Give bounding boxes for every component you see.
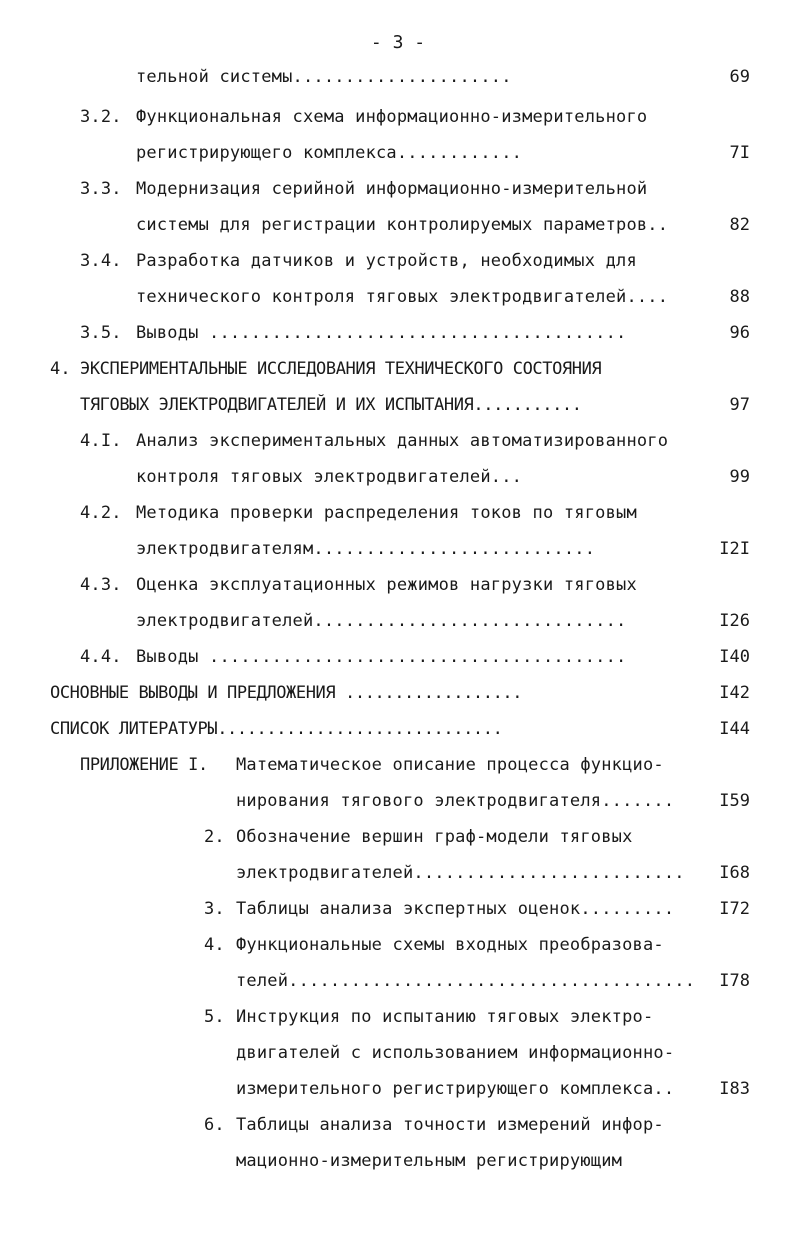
toc-section-number: 4.3. <box>80 575 122 595</box>
toc-page-number: 82 <box>729 215 750 235</box>
toc-appendix-number: 5. <box>204 1007 225 1027</box>
toc-page-number: 69 <box>729 67 750 87</box>
toc-page-number: I68 <box>719 863 750 883</box>
toc-chapter-title: ЭКСПЕРИМЕНТАЛЬНЫЕ ИССЛЕДОВАНИЯ ТЕХНИЧЕСКОГО СОСТОЯНИЯ <box>80 359 602 379</box>
toc-entry-text: Математическое описание процесса функцио- <box>236 755 664 775</box>
toc-entry-text: электродвигателям........................... <box>136 539 596 559</box>
toc-section-number: 3.4. <box>80 251 122 271</box>
toc-page-number: I59 <box>719 791 750 811</box>
toc-section-number: 3.5. <box>80 323 122 343</box>
toc-section-number: 4.I. <box>80 431 122 451</box>
toc-entry-text: тельной системы..................... <box>136 67 512 87</box>
toc-chapter-title: ТЯГОВЫХ ЭЛЕКТРОДВИГАТЕЛЕЙ И ИХ ИСПЫТАНИЯ........... <box>80 395 582 415</box>
toc-entry-text: Разработка датчиков и устройств, необходимых для <box>136 251 637 271</box>
toc-entry-text: Функциональная схема информационно-измерительного <box>136 107 648 127</box>
toc-section-number: 4.2. <box>80 503 122 523</box>
toc-page-number: 99 <box>729 467 750 487</box>
toc-page-number: I42 <box>719 683 750 703</box>
toc-entry-text: Оценка эксплуатационных режимов нагрузки тяговых <box>136 575 637 595</box>
toc-chapter-title: СПИСОК ЛИТЕРАТУРЫ............................. <box>50 719 503 739</box>
toc-entry-text: электродвигателей.......................... <box>236 863 685 883</box>
toc-section-number: 4.4. <box>80 647 122 667</box>
toc-entry-text: технического контроля тяговых электродвигателей.... <box>136 287 669 307</box>
toc-entry-text: Таблицы анализа точности измерений инфор- <box>236 1115 664 1135</box>
toc-entry-text: системы для регистрации контролируемых параметров.. <box>136 215 669 235</box>
toc-appendix-number: 4. <box>204 935 225 955</box>
toc-appendix-number: 2. <box>204 827 225 847</box>
toc-appendix-number: 3. <box>204 899 225 919</box>
toc-page-number: I40 <box>719 647 750 667</box>
toc-entry-text: регистрирующего комплекса............ <box>136 143 523 163</box>
toc-chapter-number: 4. <box>50 359 71 379</box>
toc-appendix-number: 6. <box>204 1115 225 1135</box>
toc-page-number: I44 <box>719 719 750 739</box>
toc-entry-text: Таблицы анализа экспертных оценок......... <box>236 899 675 919</box>
toc-page-number: I72 <box>719 899 750 919</box>
toc-entry-text: Модернизация серийной информационно-измерительной <box>136 179 648 199</box>
toc-page-number: I2I <box>719 539 750 559</box>
toc-page-number: I26 <box>719 611 750 631</box>
toc-page-number: 88 <box>729 287 750 307</box>
page-number: - 3 - <box>370 32 426 53</box>
toc-entry-text: Обозначение вершин граф-модели тяговых <box>236 827 633 847</box>
toc-page-number: 7I <box>729 143 750 163</box>
toc-section-number: 3.2. <box>80 107 122 127</box>
toc-page-number: I83 <box>719 1079 750 1099</box>
toc-entry-text: измерительного регистрирующего комплекса.. <box>236 1079 675 1099</box>
toc-page-number: I78 <box>719 971 750 991</box>
toc-appendix-label: ПРИЛОЖЕНИЕ I. <box>80 755 208 775</box>
toc-entry-text: Анализ экспериментальных данных автоматизированного <box>136 431 669 451</box>
toc-entry-text: мационно-измерительным регистрирующим <box>236 1151 623 1171</box>
toc-entry-text: электродвигателей.............................. <box>136 611 627 631</box>
toc-section-number: 3.3. <box>80 179 122 199</box>
toc-entry-text: двигателей с использованием информационно- <box>236 1043 675 1063</box>
toc-entry-text: Методика проверки распределения токов по тяговым <box>136 503 637 523</box>
toc-entry-text: Выводы ........................................ <box>136 647 627 667</box>
toc-page-number: 97 <box>729 395 750 415</box>
toc-entry-text: нирования тягового электродвигателя....... <box>236 791 675 811</box>
toc-chapter-title: ОСНОВНЫЕ ВЫВОДЫ И ПРЕДЛОЖЕНИЯ .................. <box>50 683 523 703</box>
toc-entry-text: контроля тяговых электродвигателей... <box>136 467 523 487</box>
toc-entry-text: телей....................................... <box>236 971 696 991</box>
toc-entry-text: Выводы ........................................ <box>136 323 627 343</box>
toc-page-number: 96 <box>729 323 750 343</box>
toc-entry-text: Инструкция по испытанию тяговых электро- <box>236 1007 654 1027</box>
toc-entry-text: Функциональные схемы входных преобразова- <box>236 935 664 955</box>
